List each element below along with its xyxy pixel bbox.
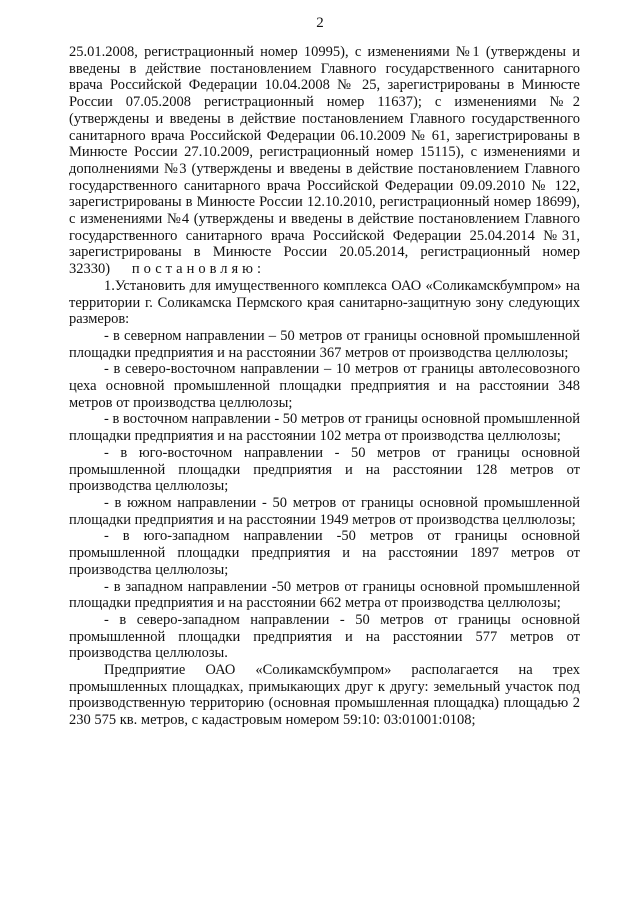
decree-word: постановляю: [131, 261, 266, 278]
zone-item-north: - в северном направлении – 50 метров от границы основной промышленной площадки предприятия и на расстоянии 367 метров от производства целлюлозы; [69, 327, 580, 361]
zone-item-east: - в восточном направлении - 50 метров от границы основной промышленной площадки предприятия и на расстоянии 102 метра от производства целлюлозы; [69, 411, 580, 445]
zone-item-southeast: - в юго-восточном направлении - 50 метров от границы основной промышленной площадки предприятия и на расстоянии 128 метров от производства целлюлозы; [69, 444, 580, 495]
amendments-text: 25.01.2008, регистрационный номер 10995), с изменениями №1 (утверждены и введены в действие постановлением Главного государственного санитарного врача Российской Федерации 10.04.2008 № 25, зарегистрированы в Минюсте России 07.05.2008 регистрационный номер 11637); с изменениями №2 (утверждены и введены в действие постановлением Главного государственного санитарного врача Российской Федерации 06.10.2009 № 61, зарегистрированы в Минюсте России 27.10.2009, регистрационный номер 15115), с изменениями и дополнениями №3 (утверждены и введены в действие постановлением Главного государственного санитарного врача Российской Федерации 09.09.2010 № 122, зарегистрированы в Минюсте России 12.10.2010, регистрационный номер 18699), с изменениями №4 (утверждены и введены в действие постановлением Главного государственного санитарного врача Российской Федерации 25.04.2014 №31, зарегистрированы в Минюсте России 20.05.2014, регистрационный номер 32330) [69, 44, 580, 278]
paragraph-establish: 1.Установить для имущественного комплекса ОАО «Соликамскбумпром» на территории г. Соликамска Пермского края санитарно-защитную зону следующих размеров: [69, 277, 580, 328]
zone-item-northeast: - в северо-восточном направлении – 10 метров от границы автолесовозного цеха основной промышленной площадки предприятия и на расстоянии 348 метров от производства целлюлозы; [69, 361, 580, 411]
paragraph-amendments [69, 44, 580, 278]
paragraph-enterprise: Предприятие ОАО «Соликамскбумпром» располагается на трех промышленных площадках, примыкающих друг к другу: земельный участок под производственную территорию (основная промышленная площадка) площадью 2 230 575 кв. метров, с кадастровым номером 59:10: 03:01001:0108; [69, 662, 580, 729]
zone-item-south: - в южном направлении - 50 метров от границы основной промышленной площадки предприятия и на расстоянии 1949 метров от производства целлюлозы; [69, 494, 580, 528]
document-body [69, 44, 580, 729]
zone-item-northwest: - в северо-западном направлении - 50 метров от границы основной промышленной площадки предприятия и на расстоянии 577 метров от производства целлюлозы. [69, 611, 580, 662]
zone-item-southwest: - в юго-западном направлении -50 метров от границы основной промышленной площадки предприятия и на расстоянии 1897 метров от производства целлюлозы; [69, 528, 580, 578]
zone-item-west: - в западном направлении -50 метров от границы основной промышленной площадки предприятия и на расстоянии 662 метра от производства целлюлозы; [69, 578, 580, 612]
page-number: 2 [316, 15, 324, 31]
